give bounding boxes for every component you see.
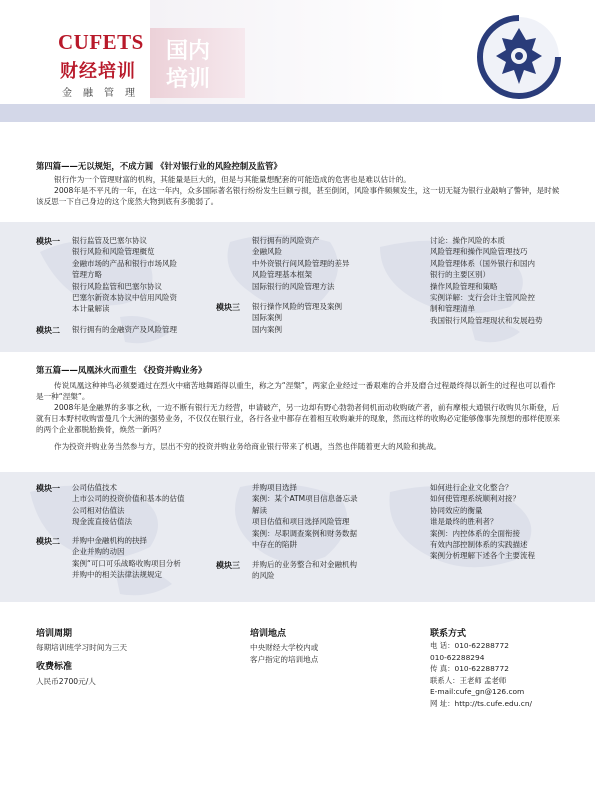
list-item: 银行操作风险的管理及案例 (252, 302, 342, 311)
list-item: 实例详解：支行会计主管风险控 (430, 293, 535, 303)
list-item: 的风险 (252, 571, 275, 581)
section4-column3-list (430, 235, 543, 326)
section4-column2-list (252, 235, 350, 292)
list-item: 企业并购的动因 (72, 547, 125, 557)
contact-email[interactable]: E-mail:cufe_gn@126.com (430, 687, 525, 697)
list-item: 银行监管及巴塞尔协议 (72, 236, 147, 245)
contact-phone: 电 话：010-62288772 (430, 641, 509, 650)
section5-module1-list (72, 482, 185, 528)
list-item: 公司相对估值法 (72, 505, 125, 515)
section4-title: 第四篇——无以规矩，不成方圆 《针对银行业的风险控制及监管》 (36, 161, 282, 171)
brand-english: CUFETS (58, 30, 144, 54)
list-item: 银行风险和风险管理概览 (72, 247, 155, 257)
list-item: 案例分析理解下述各个主要流程 (430, 551, 535, 561)
brand-subtitle: 金融管理 (62, 88, 146, 99)
list-item: 上市公司的投资价值和基本的估值 (72, 494, 185, 504)
training-period-text: 每期培训班学习时间为三天 (36, 643, 128, 652)
list-item: 并购项目选择 (252, 483, 297, 492)
list-item: 风险管理和操作风险管理技巧 (430, 247, 528, 257)
list-item: 本计量解读 (72, 304, 110, 314)
section5-column3-list (430, 482, 535, 562)
section5-column2-list (252, 482, 358, 550)
contact-fax: 传 真：010-62288772 (430, 664, 509, 674)
list-item: 并购中金融机构的抉择 (72, 536, 147, 545)
list-item: 中存在的陷阱 (252, 540, 297, 550)
section4-module1-list (72, 235, 177, 315)
list-item: 项目估值和项目选择风险管理 (252, 517, 350, 527)
section5-module1-label: 模块一 (36, 484, 60, 493)
list-item: 如何进行企业文化整合？ (430, 483, 513, 492)
list-item: 操作风险管理和策略 (430, 281, 498, 291)
list-item: 金融风险 (252, 247, 282, 257)
list-item: 国际银行的风险管理方法 (252, 281, 335, 291)
slogan-line-2: 培训 (166, 67, 211, 92)
section4-module3-list (252, 301, 342, 335)
contact-person: 联系人：王老师 孟老师 (430, 675, 507, 685)
list-item: 公司估值技术 (72, 483, 117, 492)
section5-module3-label: 模块三 (216, 561, 240, 570)
list-item: 我国银行风险管理现状和发展趋势 (430, 315, 543, 325)
slogan (166, 38, 210, 94)
list-item: 风险管理体系（国外银行和国内 (430, 258, 535, 268)
training-period-title: 培训周期 (36, 629, 73, 639)
list-item: 现金流直接估值法 (72, 517, 132, 527)
list-item: 案例：内控体系的全面衔接 (430, 528, 520, 538)
section4-module3-label: 模块三 (216, 303, 240, 312)
list-item: 国际案例 (252, 313, 282, 323)
list-item: 并购中的相关法律法规规定 (72, 570, 162, 580)
fee-title: 收费标准 (36, 662, 73, 672)
list-item: 有效内部控制体系的实践描述 (430, 540, 528, 550)
contact-list (430, 640, 532, 710)
header-divider-bar (0, 104, 595, 122)
section5-paragraph-2: 2008年是金融界的多事之秋，一边不断有银行无力经营，申请破产，另一边却有野心勃勃者伺机而动收购破产者，前有摩根大通银行收购贝尔斯登，后就有日本野村收购雷曼几个大洲的强势业务，不仅仅在银行业，各行各业中都存在着相互收购兼并的现象，然而这样的收购必定能够像事先预想的那样使原来的两个企业都脱胎换骨，焕然一新吗？ (36, 403, 560, 434)
section4-module2-label: 模块二 (36, 326, 60, 335)
list-item: 风险管理基本框架 (252, 270, 312, 280)
location-list (250, 642, 318, 666)
list-item: 制和管理清单 (430, 304, 475, 314)
list-item: 金融市场的产品和银行市场风险 (72, 258, 177, 268)
section5-module2-label: 模块二 (36, 537, 60, 546)
list-item: 国内案例 (252, 324, 282, 334)
list-item: 银行风险监管和巴塞尔协议 (72, 281, 162, 291)
list-item: 管理方略 (72, 270, 102, 280)
slogan-line-1: 国内 (166, 39, 211, 64)
list-item: 银行拥有的风险资产 (252, 236, 320, 245)
contact-title: 联系方式 (430, 629, 467, 639)
section4-paragraph-2: 2008年是不平凡的一年，在这一年内，众多国际著名银行纷纷发生巨额亏损，甚至倒闭，风险事件频频发生，这一切无疑为银行业敲响了警钟，是时候该反思一下自己身边的这个庞然大物到底有多脆弱了。 (36, 186, 560, 206)
location-title: 培训地点 (250, 629, 287, 639)
list-item: 银行拥有的金融资产及风险管理 (72, 325, 177, 334)
fee-text: 人民币2700元/人 (36, 677, 96, 686)
list-item: 协同效应的衡量 (430, 505, 483, 515)
list-item: 案例：尽职调查案例和财务数据 (252, 528, 357, 538)
brand-chinese: 财经培训 (60, 61, 136, 82)
location-line: 中央财经大学校内或 (250, 643, 319, 652)
section5-module3-list (252, 559, 357, 582)
list-item: 案例：某个ATM项目信息备忘录 (252, 494, 358, 504)
section5-title: 第五篇——凤凰沐火而重生 《投资并购业务》 (36, 365, 207, 375)
section5-module2-list (72, 535, 181, 581)
list-item: 巴塞尔新资本协议中信用风险资 (72, 293, 177, 303)
list-item: 银行的主要区别） (430, 270, 490, 280)
list-item: 讨论：操作风险的本质 (430, 236, 505, 245)
list-item: 如何使管理系统顺利对接？ (430, 494, 520, 504)
list-item: 并购后的业务整合和对金融机构 (252, 560, 357, 569)
location-line: 客户指定的培训地点 (250, 655, 319, 664)
section5-paragraph-1: 传说凤凰这种神鸟必须要通过在烈火中痛苦地舞蹈得以重生，称之为“涅槃”，两家企业经过一番艰难的合并及磨合过程最终得以新生的过程也可以看作是一种“涅槃”。 (36, 381, 556, 401)
list-item: 谁是最终的胜利者？ (430, 517, 498, 527)
contact-website[interactable]: 网 址：http://ts.cufe.edu.cn/ (430, 698, 533, 708)
list-item: 解读 (252, 505, 267, 515)
section4-paragraph-1: 银行作为一个管理财富的机构，其能量是巨大的，但是与其能量想配套的可能造成的危害也是难以估计的。 (54, 175, 411, 184)
list-item: 案例“可口可乐战略收购项目分析 (72, 558, 181, 568)
contact-phone-2: 010-62288294 (430, 652, 485, 662)
section4-module1-label: 模块一 (36, 237, 60, 246)
list-item: 中外资银行间风险管理的差异 (252, 258, 350, 268)
university-emblem-icon (476, 14, 562, 100)
section5-paragraph-3: 作为投资并购业务当然参与方，层出不穷的投资并购业务给商业银行带来了机遇，当然也伴随着更大的风险和挑战。 (54, 442, 442, 451)
